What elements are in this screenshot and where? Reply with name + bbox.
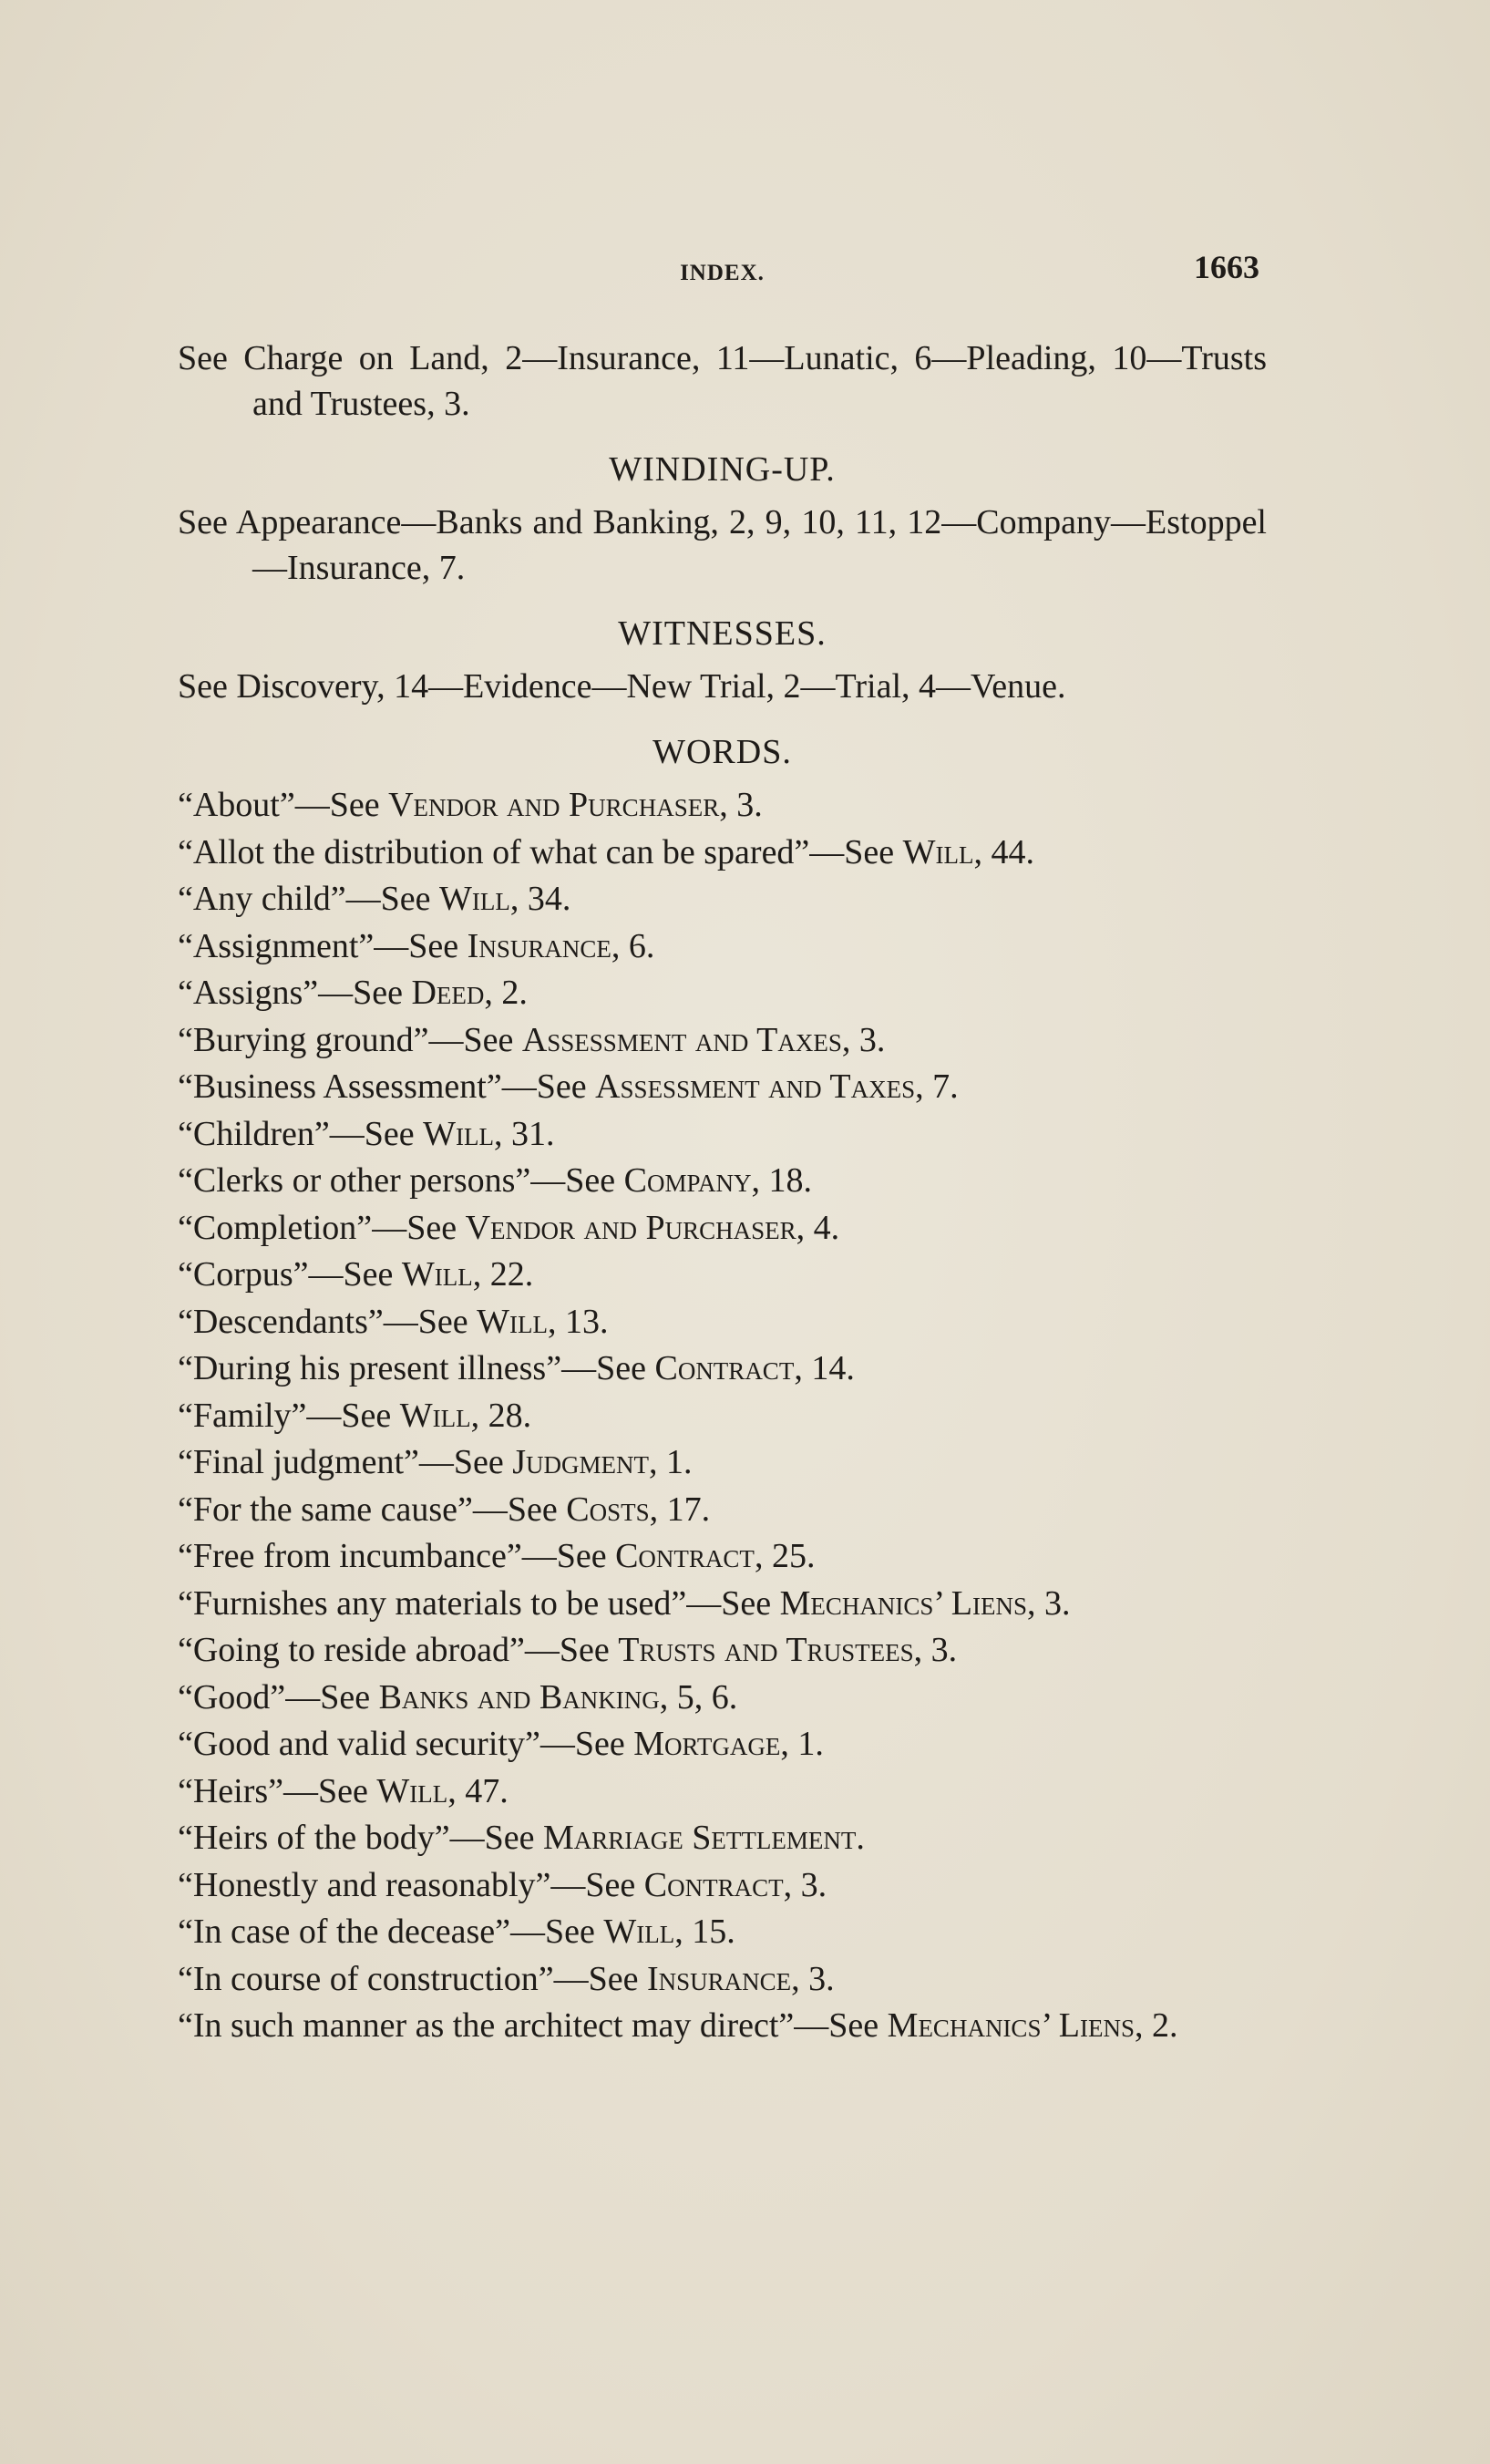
cross-reference: Assessment and Taxes <box>521 1020 842 1059</box>
word-entry <box>178 876 1267 923</box>
word-term: “Honestly and reasonably” <box>178 1865 551 1904</box>
word-term: “Good” <box>178 1677 286 1717</box>
word-term: “Completion” <box>178 1208 373 1247</box>
reference-number: , 31. <box>493 1114 555 1153</box>
page-number: 1663 <box>1194 249 1259 285</box>
word-entry <box>178 970 1267 1017</box>
word-term: “In case of the decease” <box>178 1912 510 1951</box>
section-heading-words: WORDS. <box>653 733 792 771</box>
word-entry <box>178 1815 1267 1862</box>
reference-number: , 13. <box>548 1302 609 1341</box>
cross-reference: Will <box>376 1771 448 1810</box>
word-entry <box>178 1017 1267 1065</box>
see-label: —See <box>372 1208 466 1247</box>
cross-reference: Trusts and Trustees <box>618 1631 914 1669</box>
word-entry <box>178 2003 1267 2050</box>
word-term: “Good and valid security” <box>178 1725 540 1763</box>
word-term: “Free from incumbance” <box>178 1537 522 1575</box>
reference-number: , 7. <box>915 1067 959 1106</box>
cross-reference: Mortgage <box>633 1725 781 1763</box>
reference-number: . <box>856 1819 865 1857</box>
cross-reference: Contract <box>615 1537 755 1575</box>
reference-number: , 44. <box>973 832 1035 871</box>
cross-reference: Mechanics’ Liens <box>887 2006 1135 2045</box>
word-term: “For the same cause” <box>178 1490 473 1529</box>
cross-reference: Will <box>439 880 510 918</box>
word-term: “Descendants” <box>178 1302 384 1341</box>
section-heading-winding-up: WINDING-UP. <box>609 450 836 489</box>
word-term: “During his present illness” <box>178 1349 562 1387</box>
cross-reference: Will <box>401 1255 473 1294</box>
reference-number: , 1. <box>649 1443 693 1481</box>
see-label: —See <box>809 832 903 871</box>
reference-number: , 3. <box>783 1865 827 1904</box>
word-term: “Corpus” <box>178 1255 309 1294</box>
word-term: “Heirs of the body” <box>178 1819 450 1857</box>
see-label: —See <box>285 1677 379 1717</box>
reference-number: , 15. <box>674 1912 735 1951</box>
index-body <box>178 335 1267 2050</box>
word-entry <box>178 1487 1267 1534</box>
see-label: —See <box>561 1349 655 1387</box>
word-term: “Going to reside abroad” <box>178 1631 525 1669</box>
word-term: “In course of construction” <box>178 1959 554 1998</box>
section-heading-witnesses: WITNESSES. <box>618 614 827 653</box>
running-header <box>178 248 1267 294</box>
word-term: “Heirs” <box>178 1771 284 1810</box>
section-text-witnesses: See Discovery, 14—Evidence—New Trial, 2—Trial, 4—Venue. <box>178 667 1066 706</box>
see-label: —See <box>329 1114 424 1153</box>
cross-reference: Marriage Settlement <box>543 1819 857 1857</box>
word-entry <box>178 1393 1267 1440</box>
word-entry <box>178 1675 1267 1722</box>
word-entry <box>178 923 1267 971</box>
see-label: —See <box>472 1490 567 1529</box>
reference-number: , 28. <box>470 1396 532 1435</box>
word-term: “Clerks or other persons” <box>178 1161 531 1200</box>
word-term: “Allot the distribution of what can be spared” <box>178 832 810 871</box>
cross-reference: Insurance <box>467 926 611 965</box>
reference-number: , 5, 6. <box>659 1677 738 1717</box>
cross-reference: Will <box>603 1912 675 1951</box>
reference-number: , 14. <box>794 1349 855 1387</box>
word-entry <box>178 1862 1267 1910</box>
cross-reference: Will <box>399 1396 471 1435</box>
reference-number: , 3. <box>1026 1583 1071 1623</box>
cross-reference: Vendor and Purchaser <box>388 786 720 824</box>
see-label: —See <box>418 1443 513 1481</box>
see-label: —See <box>449 1819 543 1857</box>
word-entry <box>178 1439 1267 1487</box>
see-label: —See <box>428 1020 522 1059</box>
reference-number: , 25. <box>754 1537 816 1575</box>
reference-number: , 3. <box>719 786 763 824</box>
word-entry <box>178 1252 1267 1299</box>
word-entry <box>178 1158 1267 1205</box>
cross-reference: Will <box>477 1302 548 1341</box>
reference-number: , 3. <box>913 1631 958 1669</box>
word-term: “Assigns” <box>178 974 319 1012</box>
cross-reference: Banks and Banking <box>378 1677 660 1717</box>
see-label: —See <box>294 786 389 824</box>
word-entry <box>178 1111 1267 1159</box>
cross-reference: Contract <box>643 1865 784 1904</box>
word-term: “Children” <box>178 1114 330 1153</box>
word-entry <box>178 1533 1267 1581</box>
see-label: —See <box>308 1255 402 1294</box>
cross-reference: Vendor and Purchaser <box>465 1208 796 1247</box>
section-text-winding-up: See Appearance—Banks and Banking, 2, 9, 10, 11, 12—Company—Estoppel—Insurance, 7. <box>178 503 1267 587</box>
reference-number: , 22. <box>472 1255 534 1294</box>
see-label: —See <box>283 1771 377 1810</box>
words-entry-list <box>178 782 1267 2050</box>
word-entry <box>178 1627 1267 1675</box>
cross-reference: Deed <box>411 974 485 1012</box>
word-term: “Assignment” <box>178 926 375 965</box>
see-label: —See <box>374 926 468 965</box>
word-term: “Burying ground” <box>178 1020 429 1059</box>
see-label: —See <box>318 974 412 1012</box>
see-label: —See <box>530 1161 624 1200</box>
word-term: “In such manner as the architect may direct” <box>178 2006 795 2045</box>
word-entry <box>178 1581 1267 1628</box>
see-label: —See <box>524 1631 619 1669</box>
intro-paragraph: See Charge on Land, 2—Insurance, 11—Lunatic, 6—Pleading, 10—Trusts and Trustees, 3. <box>178 339 1267 423</box>
see-label: —See <box>550 1865 644 1904</box>
reference-number: , 3. <box>791 1959 835 1998</box>
reference-number: , 6. <box>611 926 655 965</box>
word-entry <box>178 1299 1267 1346</box>
cross-reference: Insurance <box>646 1959 792 1998</box>
cross-reference: Will <box>423 1114 494 1153</box>
reference-number: , 47. <box>447 1771 509 1810</box>
word-entry <box>178 1064 1267 1111</box>
word-entry <box>178 1721 1267 1768</box>
cross-reference: Mechanics’ Liens <box>779 1583 1027 1623</box>
cross-reference: Contract <box>654 1349 795 1387</box>
word-entry <box>178 1205 1267 1253</box>
see-label: —See <box>539 1725 634 1763</box>
see-label: —See <box>345 880 440 918</box>
reference-number: , 2. <box>1135 2006 1178 2045</box>
see-label: —See <box>501 1067 596 1106</box>
reference-number: , 4. <box>796 1208 840 1247</box>
word-term: “Any child” <box>178 880 346 918</box>
word-entry <box>178 1956 1267 2004</box>
reference-number: , 18. <box>751 1161 813 1200</box>
cross-reference: Company <box>623 1161 752 1200</box>
see-label: —See <box>306 1396 400 1435</box>
word-entry <box>178 782 1267 830</box>
reference-number: , 34. <box>509 880 571 918</box>
reference-number: , 2. <box>484 974 528 1012</box>
word-entry <box>178 1345 1267 1393</box>
word-term: “Family” <box>178 1396 307 1435</box>
header-title: INDEX. <box>680 261 765 285</box>
word-term: “Furnishes any materials to be used” <box>178 1583 687 1623</box>
see-label: —See <box>794 2006 888 2045</box>
word-entry <box>178 1768 1267 1816</box>
see-label: —See <box>509 1912 604 1951</box>
word-term: “Final judgment” <box>178 1443 419 1481</box>
reference-number: , 1. <box>780 1725 824 1763</box>
see-label: —See <box>521 1537 616 1575</box>
reference-number: , 17. <box>649 1490 711 1529</box>
see-label: —See <box>383 1302 478 1341</box>
word-term: “Business Assessment” <box>178 1067 502 1106</box>
reference-number: , 3. <box>841 1020 886 1059</box>
cross-reference: Judgment <box>512 1443 650 1481</box>
see-label: —See <box>686 1583 780 1623</box>
word-term: “About” <box>178 786 295 824</box>
cross-reference: Will <box>902 832 974 871</box>
cross-reference: Costs <box>566 1490 650 1529</box>
cross-reference: Assessment and Taxes <box>595 1067 916 1106</box>
see-label: —See <box>553 1959 647 1998</box>
word-entry <box>178 830 1267 877</box>
word-entry <box>178 1909 1267 1956</box>
